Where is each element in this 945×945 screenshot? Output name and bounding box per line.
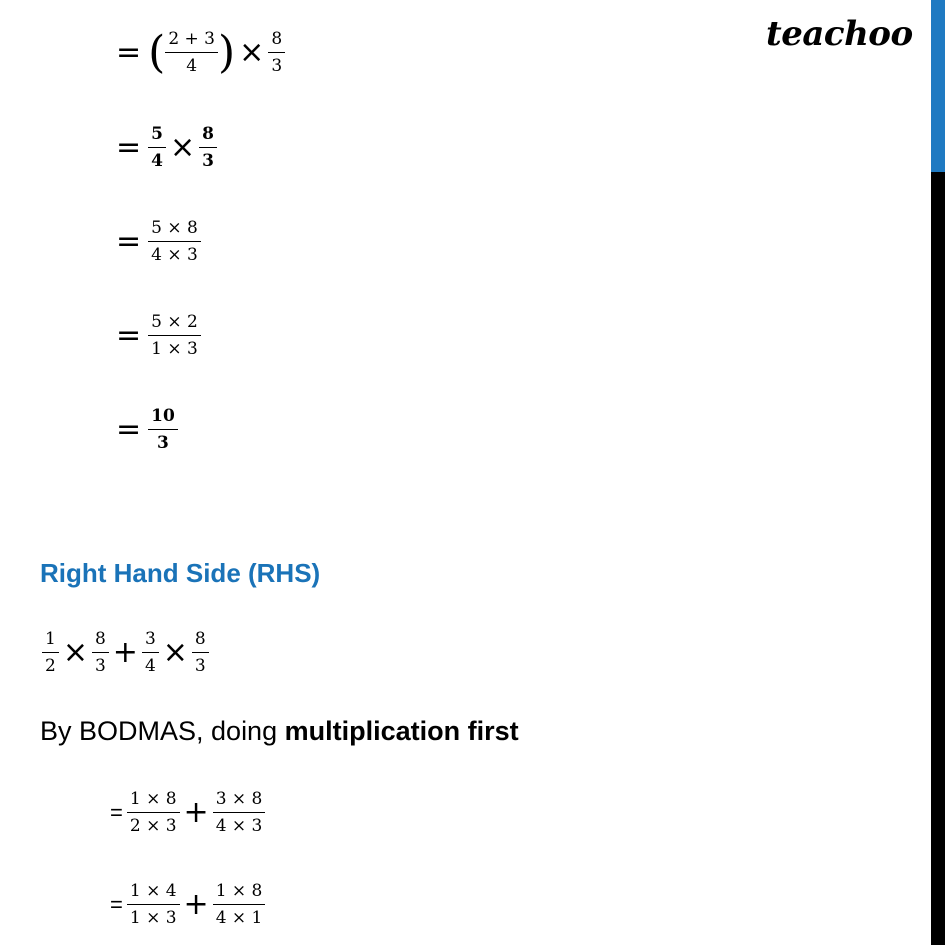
fraction — [42, 630, 59, 675]
scrollbar-thumb[interactable] — [931, 0, 945, 172]
denominator: 2 — [45, 656, 56, 676]
numerator: 5 — [148, 125, 166, 148]
numerator: 2 + 3 — [165, 30, 218, 53]
equals-sign: = — [116, 317, 142, 353]
rhs-step-2 — [110, 882, 265, 927]
numerator: 10 — [148, 407, 178, 430]
lhs-step-4 — [116, 313, 201, 358]
fraction — [199, 125, 217, 170]
times-operator: × — [162, 634, 188, 670]
times-operator: × — [239, 34, 265, 70]
fraction — [127, 882, 180, 927]
denominator: 3 — [194, 656, 206, 676]
times-operator: × — [62, 634, 88, 670]
fraction — [92, 630, 109, 675]
numerator: 8 — [92, 630, 109, 653]
equals-sign: = — [110, 891, 123, 917]
numerator: 8 — [268, 30, 285, 53]
bodmas-text — [40, 716, 519, 747]
equals-sign: = — [116, 34, 142, 70]
fraction — [192, 630, 209, 675]
numerator: 8 — [192, 630, 209, 653]
numerator: 1 — [42, 630, 59, 653]
fraction — [148, 407, 178, 452]
denominator: 4 — [151, 151, 163, 171]
denominator: 2 × 3 — [129, 816, 177, 836]
numerator: 1 × 4 — [127, 882, 180, 905]
fraction — [127, 790, 180, 835]
rhs-heading: Right Hand Side (RHS) — [40, 558, 321, 588]
plus-operator: + — [112, 634, 138, 670]
text-prefix: By BODMAS, doing — [40, 716, 285, 746]
equals-sign: = — [116, 129, 142, 165]
denominator: 1 × 3 — [151, 339, 198, 359]
plus-operator: + — [183, 886, 209, 922]
lhs-step-1 — [116, 26, 285, 78]
lhs-step-3 — [116, 219, 201, 264]
fraction — [148, 125, 166, 170]
equals-sign: = — [116, 223, 142, 259]
numerator: 5 × 8 — [148, 219, 201, 242]
denominator: 4 × 1 — [215, 908, 263, 928]
denominator: 4 — [144, 656, 156, 676]
fraction — [142, 630, 159, 675]
equals-sign: = — [116, 411, 142, 447]
fraction — [148, 313, 201, 358]
lhs-step-2 — [116, 125, 217, 170]
fraction — [268, 30, 285, 75]
open-paren: ( — [148, 26, 166, 78]
close-paren: ) — [218, 26, 236, 78]
rhs-step-1 — [110, 790, 265, 835]
denominator: 4 — [186, 56, 198, 76]
numerator: 5 × 2 — [148, 313, 201, 336]
equals-sign: = — [110, 799, 123, 825]
times-operator: × — [169, 129, 196, 165]
denominator: 3 — [271, 56, 283, 76]
lhs-step-5 — [116, 407, 178, 452]
denominator: 4 × 3 — [215, 816, 263, 836]
denominator: 3 — [94, 656, 106, 676]
fraction — [213, 790, 266, 835]
numerator: 3 × 8 — [213, 790, 266, 813]
fraction — [213, 882, 266, 927]
denominator: 1 × 3 — [129, 908, 177, 928]
text-bold: multiplication first — [284, 716, 519, 746]
numerator: 3 — [142, 630, 159, 653]
numerator: 8 — [199, 125, 217, 148]
plus-operator: + — [183, 794, 209, 830]
denominator: 4 × 3 — [151, 245, 198, 265]
teachoo-logo: teachoo — [766, 14, 913, 54]
denominator: 3 — [202, 151, 214, 171]
numerator: 1 × 8 — [213, 882, 266, 905]
rhs-expression — [42, 630, 209, 675]
denominator: 3 — [157, 433, 169, 453]
numerator: 1 × 8 — [127, 790, 180, 813]
fraction — [165, 30, 218, 75]
fraction — [148, 219, 201, 264]
